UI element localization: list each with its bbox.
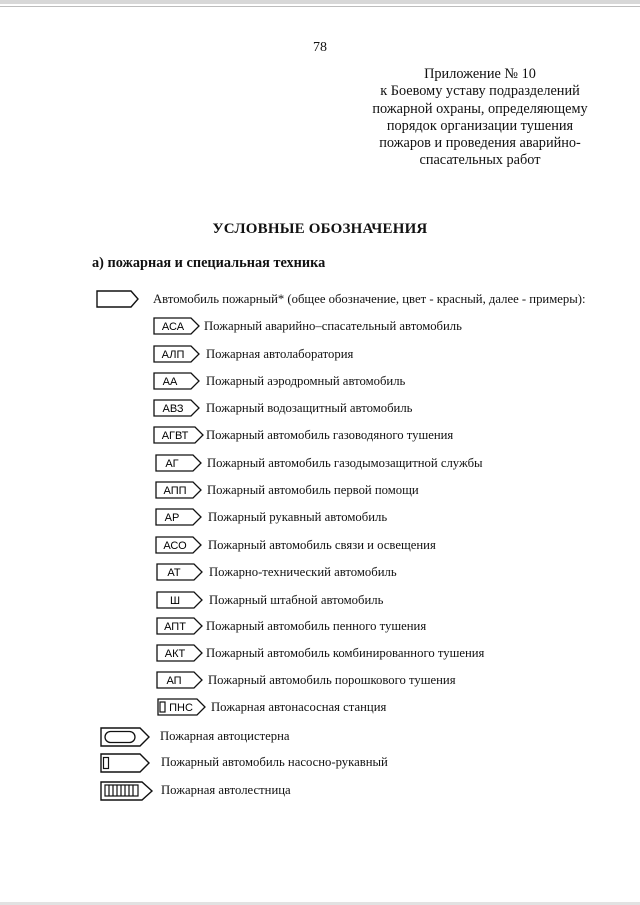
vehicle-code: АР <box>164 512 180 524</box>
vehicle-code: ПНС <box>169 702 193 714</box>
vehicle-code-symbol-icon <box>157 697 211 717</box>
pump-hose-symbol-icon <box>100 752 152 774</box>
legend-label: Автомобиль пожарный* (общее обозначение, цвет - красный, далее - примеры): <box>153 292 586 306</box>
legend-label: Пожарный автомобиль пенного тушения <box>206 619 427 633</box>
appendix-line: спасательных работ <box>419 152 541 169</box>
vehicle-code-symbol-icon <box>153 425 205 445</box>
vehicle-code: АСО <box>163 540 187 552</box>
vehicle-code-symbol-icon <box>156 562 204 582</box>
legend-label: Пожарный автомобиль порошкового тушения <box>208 673 456 687</box>
legend-label: Пожарный водозащитный автомобиль <box>206 401 413 415</box>
page-number: 78 <box>313 40 327 55</box>
legend-label: Пожарно-технический автомобиль <box>209 565 397 579</box>
appendix-line: пожарной охраны, определяющему <box>372 100 588 117</box>
legend-label: Пожарная автолестница <box>161 783 291 797</box>
legend-label: Пожарный рукавный автомобиль <box>208 510 388 524</box>
vehicle-code: АГВТ <box>161 430 189 442</box>
vehicle-code-symbol-icon <box>155 453 203 473</box>
vehicle-code: АКТ <box>164 648 186 660</box>
legend-label: Пожарный автомобиль газоводяного тушения <box>206 428 454 442</box>
vehicle-code: АСА <box>161 321 185 333</box>
scan-edge-top <box>0 0 640 4</box>
vehicle-code-symbol-icon <box>156 670 204 690</box>
subsection-title: а) пожарная и специальная техника <box>92 255 326 271</box>
legend-label: Пожарный автомобиль связи и освещения <box>208 538 436 552</box>
legend-label: Пожарная автонасосная станция <box>211 700 387 714</box>
ladder-symbol-icon <box>100 780 156 802</box>
appendix-line: к Боевому уставу подразделений <box>380 83 580 100</box>
vehicle-code-symbol-icon <box>153 371 201 391</box>
legend-label: Пожарная автоцистерна <box>160 729 290 743</box>
legend-label: Пожарная автолаборатория <box>206 347 354 361</box>
appendix-header <box>350 66 610 170</box>
vehicle-code: АТ <box>167 567 181 579</box>
vehicle-code-symbol-icon <box>156 616 204 636</box>
vehicle-code-symbol-icon <box>153 316 201 336</box>
vehicle-code-symbol-icon <box>155 480 203 500</box>
vehicle-code: Ш <box>169 595 181 607</box>
fire-vehicle-symbol-icon <box>96 289 140 309</box>
vehicle-code: АПТ <box>164 621 186 633</box>
vehicle-code-symbol-icon <box>156 590 204 610</box>
vehicle-code-symbol-icon <box>155 507 203 527</box>
appendix-line: пожаров и проведения аварийно- <box>379 135 581 152</box>
legend-label: Пожарный аэродромный автомобиль <box>206 374 406 388</box>
tanker-symbol-icon <box>100 726 152 748</box>
section-title: УСЛОВНЫЕ ОБОЗНАЧЕНИЯ <box>212 221 428 237</box>
legend-label: Пожарный аварийно–спасательный автомобиль <box>204 319 462 333</box>
legend-label: Пожарный автомобиль первой помощи <box>207 483 419 497</box>
legend-label: Пожарный штабной автомобиль <box>209 593 384 607</box>
legend-label: Пожарный автомобиль газодымозащитной службы <box>207 456 483 470</box>
appendix-line: порядок организации тушения <box>386 117 574 134</box>
vehicle-code: АА <box>162 376 178 388</box>
legend-label: Пожарный автомобиль насосно-рукавный <box>161 755 388 769</box>
vehicle-code: АПП <box>163 485 187 497</box>
appendix-line: Приложение № 10 <box>424 66 536 82</box>
scan-line-top <box>0 6 640 7</box>
legend-item-general <box>96 289 616 311</box>
vehicle-code-symbol-icon <box>153 398 201 418</box>
vehicle-code: АЛП <box>161 349 185 361</box>
legend-label: Пожарный автомобиль комбинированного тушения <box>206 646 485 660</box>
vehicle-code-symbol-icon <box>153 344 201 364</box>
vehicle-code: АП <box>166 675 182 687</box>
vehicle-code-symbol-icon <box>155 535 203 555</box>
vehicle-code: АВЗ <box>162 403 184 415</box>
vehicle-code: АГ <box>165 458 179 470</box>
vehicle-code-symbol-icon <box>156 643 204 663</box>
